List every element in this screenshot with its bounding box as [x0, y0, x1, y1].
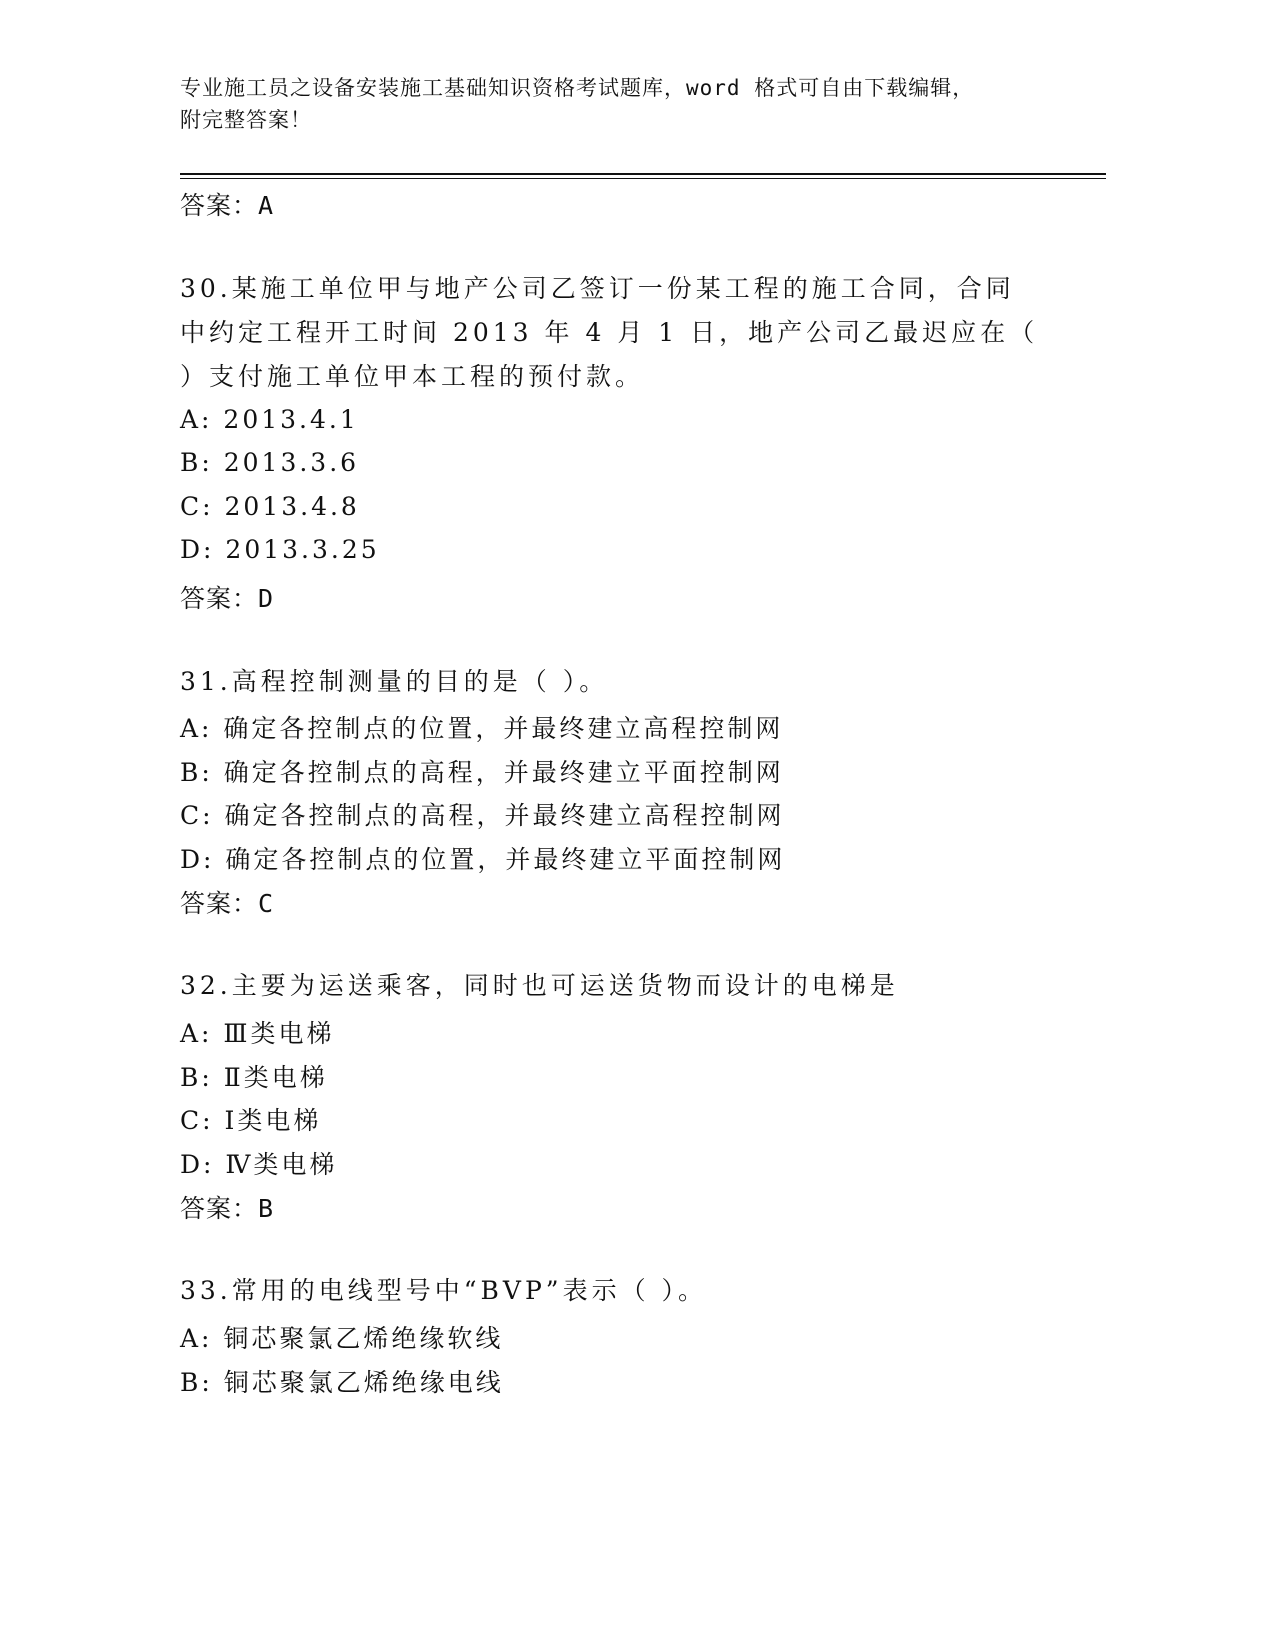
answer-32: 答案：B: [180, 1194, 275, 1223]
header-line-1: 专业施工员之设备安装施工基础知识资格考试题库，word 格式可自由下载编辑，: [180, 76, 975, 100]
question-30-option-b: B: 2013.3.6: [180, 448, 360, 477]
header-rule-thick: [180, 173, 1106, 175]
question-33-stem: 33.常用的电线型号中“BVP”表示（ ）。: [180, 1276, 708, 1305]
question-33-option-b: B: 铜芯聚氯乙烯绝缘电线: [180, 1368, 504, 1397]
question-30-option-c: C: 2013.4.8: [180, 492, 360, 521]
question-30-option-d: D: 2013.3.25: [180, 535, 380, 564]
question-30-option-a: A: 2013.4.1: [180, 405, 359, 434]
answer-30: 答案：D: [180, 584, 275, 613]
question-32-stem: 32.主要为运送乘客，同时也可运送货物而设计的电梯是: [180, 971, 899, 1000]
answer-29: 答案：A: [180, 191, 275, 220]
header-rule-thin: [180, 178, 1106, 179]
header-line-2: 附完整答案！: [180, 108, 312, 132]
question-31-stem: 31.高程控制测量的目的是（ ）。: [180, 667, 609, 696]
question-32-option-d: D: Ⅳ类电梯: [180, 1150, 338, 1179]
answer-31: 答案：C: [180, 889, 275, 918]
question-31-option-d: D: 确定各控制点的位置，并最终建立平面控制网: [180, 845, 786, 874]
question-30-stem: 30.某施工单位甲与地产公司乙签订一份某工程的施工合同，合同中约定工程开工时间 2013 年 4 月 1 日，地产公司乙最迟应在（ ）支付施工单位甲本工程的预付款。: [180, 274, 1039, 391]
document-header: [180, 72, 1100, 136]
question-33-option-a: A: 铜芯聚氯乙烯绝缘软线: [180, 1324, 504, 1353]
question-32-option-c: C: Ⅰ类电梯: [180, 1106, 322, 1135]
question-32-option-a: A: Ⅲ类电梯: [180, 1019, 335, 1048]
question-31-option-b: B: 确定各控制点的高程，并最终建立平面控制网: [180, 758, 784, 787]
question-31-option-a: A: 确定各控制点的位置，并最终建立高程控制网: [180, 714, 784, 743]
question-32-option-b: B: Ⅱ类电梯: [180, 1063, 328, 1092]
question-31-option-c: C: 确定各控制点的高程，并最终建立高程控制网: [180, 801, 785, 830]
